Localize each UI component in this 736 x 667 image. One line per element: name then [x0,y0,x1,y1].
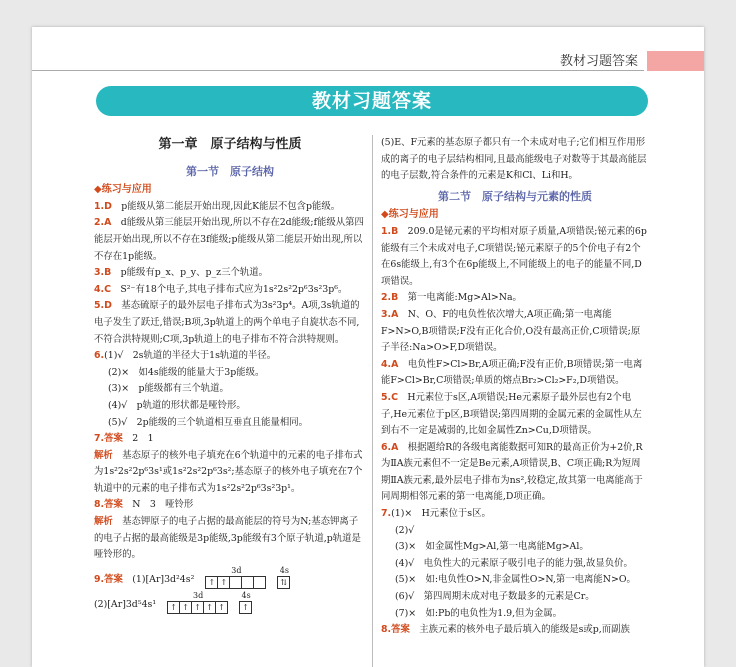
item-number: 4.C [94,283,111,295]
orbital-box: ⇅ [277,576,290,589]
analysis-label: 解析 [94,516,113,528]
answer: N 3 哑铃形 [132,499,194,511]
left-answer-list [94,199,366,348]
item-number: 3.A [381,308,399,320]
item-text: H元素位于s区,A项错误;He元素原子最外层也有2个电子,He元素位于p区,B项错误;第四周期的金属元素的金属性从左到右不一定是减弱的,比如金属性Zn>Cu,D项错误。 [381,391,642,437]
question-8 [94,497,366,563]
q-number: 6. [94,350,105,362]
item-number: 5.D [94,300,112,312]
orbital-box: ↑ [215,601,228,614]
answer-item [94,298,366,348]
orbital-row-2 [94,591,366,614]
orbital-box [253,576,266,589]
q7-sub: (5)× 如:电负性O>N,非金属性O>N,第一电离能N>O。 [395,574,636,586]
item-number: 3.B [94,267,112,279]
orbital-boxes-4s [278,576,290,589]
q7-sub: (2)√ [395,524,415,536]
analysis-text: 基态原子的核外电子填充在6个轨道中的元素的电子排布式为1s²2s²2p⁶3s¹或1s²2s²2p⁶3s²;基态原子的核外电子填充在7个轨道中的元素的电子排布式为1s²2s²2p⁶3s²3p¹。 [94,449,363,494]
header-rule [32,70,644,71]
q7-sub: (1)× H元素位于s区。 [391,508,491,520]
q-number: 8.答案 [381,624,410,636]
item-number: 2.B [381,292,399,304]
q6-sub: (4)√ p轨道的形状都是哑铃形。 [108,399,246,411]
q6-sub: (5)√ 2p能级的三个轨道相互垂直且能量相同。 [108,416,308,428]
label-4s: 4s [279,565,289,575]
answer-item [381,290,649,307]
q5-continuation: (5)E、F元素的基态原子都只有一个未成对电子;它们相互作用形成的离子的电子层结构相同,且最高能级电子对数等于其最高能层的电子层数,符合条件的元素是K和Cl、Li和H。 [381,137,647,182]
practice-heading: ◆练习与应用 [381,209,439,221]
answer-item [381,390,649,440]
item-number: 1.B [381,225,399,237]
orbital-boxes-4s [240,601,252,614]
item-text: 209.0是铋元素的平均相对原子质量,A项错误;铋元素的6p能级有三个未成对电子,C项错误;铋元素原子的5个价电子有2个在6s能级上,有3个在6p能级上,不同能级上的电子的能量不同,D项错误。 [381,225,647,287]
orbital-box: ↑ [217,576,230,589]
analysis-text: 基态钾原子的电子占据的最高能层的符号为N;基态钾离子的电子占据的最高能级是3p能级,3p能级有3个原子轨道,p轨道是哑铃形的。 [94,516,361,561]
item-text: 电负性F>Cl>Br,A项正确;F没有正价,B项错误;第一电离能F>Cl>Br,C项错误;单质的熔点Br₂>Cl₂>F₂,D项错误。 [381,358,643,387]
q7-sub: (3)× 如金属性Mg>Al,第一电离能Mg>Al。 [395,541,589,553]
orbital-box: ↑ [179,601,192,614]
question-8 [381,622,649,639]
question-7 [381,506,649,622]
answer-item [381,307,649,357]
item-text: d能级从第三能层开始出现,所以不存在2d能级;f能级从第四能层开始出现,所以不存在3f能级;p能级从第二能层开始出现,所以不存在1p能级。 [94,217,364,262]
q-number: 8.答案 [94,499,123,511]
chapter-title: 第一章 原子结构与性质 [158,137,302,152]
answer-item [94,282,366,299]
answer-text: 主族元素的核外电子最后填入的能级是s或p,而副族 [419,624,630,636]
orbital-boxes-3d [206,576,266,589]
analysis-label: 解析 [94,449,113,461]
question-7 [94,431,366,497]
orbital-box: ↑ [203,601,216,614]
orbital-box: ↑ [167,601,180,614]
orbital-box: ↑ [191,601,204,614]
item-number: 5.C [381,391,398,403]
q6-sub: (2)× 如4s能级的能量大于3p能级。 [108,366,265,378]
answer-item [94,215,366,265]
orbital-row-1 [94,566,366,589]
answer: 2 1 [132,433,154,445]
q-number: 7.答案 [94,433,123,445]
document-page [32,27,704,667]
item-number: 4.A [381,358,399,370]
practice-heading: ◆练习与应用 [94,184,152,196]
column-divider [372,135,373,667]
label-3d: 3d [193,590,204,600]
item-text: 第一电离能:Mg>Al>Na。 [407,292,522,304]
title-banner: 教材习题答案 [96,86,648,116]
item-text: 根据题给R的各级电离能数据可知R的最高正价为+2价,R为ⅡA族元素但不一定是Be元素,A项错误,B、C项正确;R为短周期ⅡA族元素,最外层电子排布为ns²,较稳定,故其第一电离能高于同周期相邻元素的第一电离能,D项正确。 [381,441,643,503]
section-title: 第一节 原子结构 [186,164,274,178]
answer-item [381,357,649,390]
answer-item [94,199,366,216]
answer-item [381,224,649,290]
label-4s: 4s [241,590,251,600]
question-9 [94,566,366,614]
left-column [94,135,366,616]
item-number: 2.A [94,217,112,229]
item-text: 基态硫原子的最外层电子排布式为3s²3p⁴。A项,3s轨道的电子发生了跃迁,错误;B项,3p轨道上的两个单电子自旋状态不同,不符合洪特规则;C项,3p轨道上的电子排布不符合洪特规则。 [94,300,360,345]
orbital-box: ↑ [239,601,252,614]
answer-item [381,440,649,506]
q7-sub: (6)√ 第四周期未成对电子数最多的元素是Cr。 [395,591,595,603]
orbital-box: ↑ [205,576,218,589]
answer-item [94,265,366,282]
q7-sub: (7)× 如:Pb的电负性为1.9,但为金属。 [395,607,562,619]
right-answer-list [381,224,649,506]
orbital-boxes-3d [168,601,228,614]
item-number: 1.D [94,200,112,212]
q7-sub: (4)√ 电负性大的元素原子吸引电子的能力强,故显负价。 [395,557,633,569]
item-text: p能级有p_x、p_y、p_z三个轨道。 [120,267,268,279]
label-3d: 3d [231,565,242,575]
question-6 [94,348,366,431]
right-column [381,135,649,639]
item-text: S²⁻有18个电子,其电子排布式应为1s²2s²2p⁶3s²3p⁶。 [120,283,348,295]
q6-sub: (1)√ 2s轨道的半径大于1s轨道的半径。 [104,350,277,362]
q-number: 7. [381,508,392,520]
item-number: 6.A [381,441,399,453]
header-tab-marker [647,51,704,71]
section-title: 第二节 原子结构与元素的性质 [438,189,592,203]
config-2: (2)[Ar]3d⁵4s¹ [94,599,157,611]
item-text: N、O、F的电负性依次增大,A项正确;第一电离能F>N>O,B项错误;F没有正化合价,O没有最高正价,C项错误;原子半径:Na>O>F,D项错误。 [381,308,641,354]
q6-sub: (3)× p能级都有三个轨道。 [108,383,229,395]
q-number: 9.答案 [94,574,123,586]
header-label: 教材习题答案 [559,54,638,69]
config-1: (1)[Ar]3d²4s² [132,574,195,586]
item-text: p能级从第二能层开始出现,因此K能层不包含p能级。 [121,200,341,212]
